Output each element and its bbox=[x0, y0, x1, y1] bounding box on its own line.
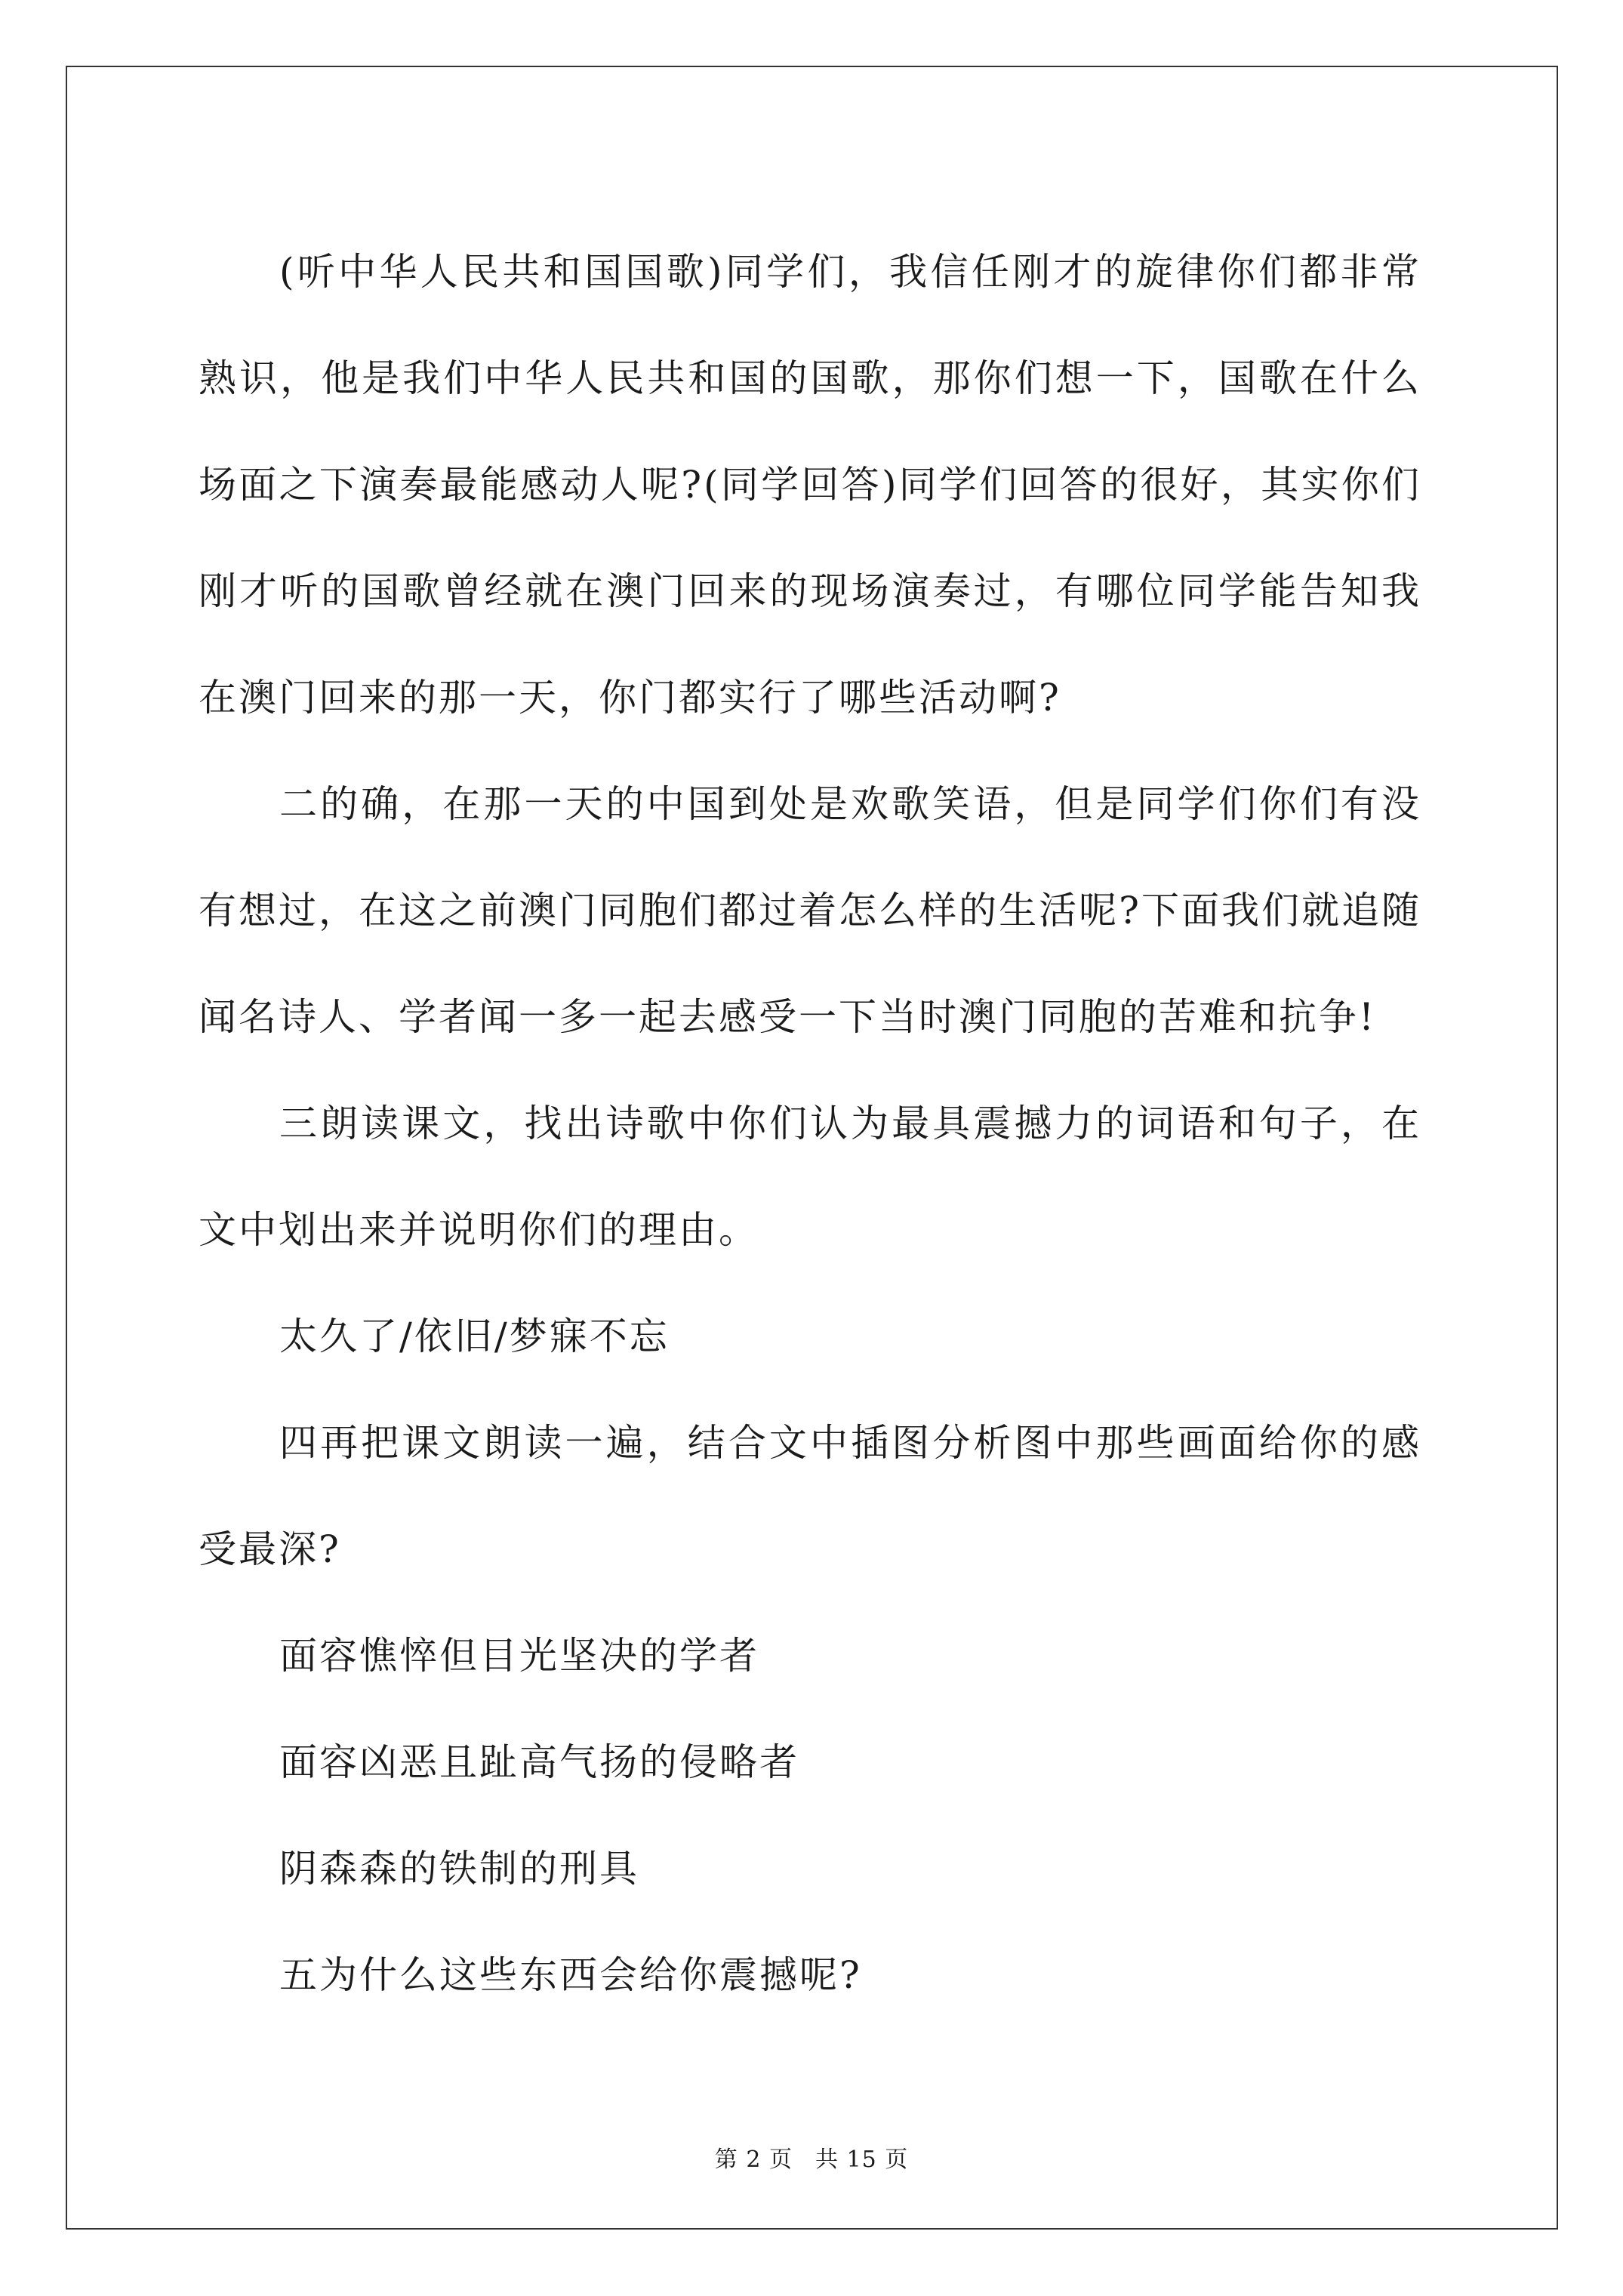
paragraph-national-anthem: (听中华人民共和国国歌)同学们，我信任刚才的旋律你们都非常熟识，他是我们中华人民共和国的国歌，那你们想一下，国歌在什么场面之下演奏最能感动人呢?(同学回答)同学们回答的很好，其实你们刚才听的国歌曾经就在澳门回来的现场演奏过，有哪位同学能告知我在澳门回来的那一天，你门都实行了哪些活动啊? bbox=[199, 250, 1421, 720]
paragraph-two: 二的确，在那一天的中国到处是欢歌笑语，但是同学们你们有没有想过，在这之前澳门同胞们都过着怎么样的生活呢?下面我们就追随闻名诗人、学者闻一多一起去感受一下当时澳门同胞的苦难和抗争! bbox=[199, 782, 1421, 1039]
paragraph-scholar: 面容憔悴但目光坚决的学者 bbox=[279, 1634, 759, 1678]
paragraph-three: 三朗读课文，找出诗歌中你们认为最具震撼力的词语和句子，在文中划出来并说明你们的理由。 bbox=[199, 1102, 1421, 1252]
paragraph-torture-tools: 阴森森的铁制的刑具 bbox=[279, 1847, 639, 1891]
page-number: 第 2 页 bbox=[714, 2147, 793, 2173]
page-total: 共 15 页 bbox=[815, 2147, 909, 2173]
document-body bbox=[199, 219, 1421, 2029]
page-footer bbox=[0, 2140, 1623, 2174]
paragraph-invader: 面容凶恶且趾高气扬的侵略者 bbox=[279, 1740, 799, 1784]
paragraph-four: 四再把课文朗读一遍，结合文中插图分析图中那些画面给你的感受最深? bbox=[199, 1421, 1421, 1571]
paragraph-quote: 太久了/依旧/梦寐不忘 bbox=[279, 1314, 670, 1358]
paragraph-five: 五为什么这些东西会给你震撼呢? bbox=[279, 1953, 862, 1997]
